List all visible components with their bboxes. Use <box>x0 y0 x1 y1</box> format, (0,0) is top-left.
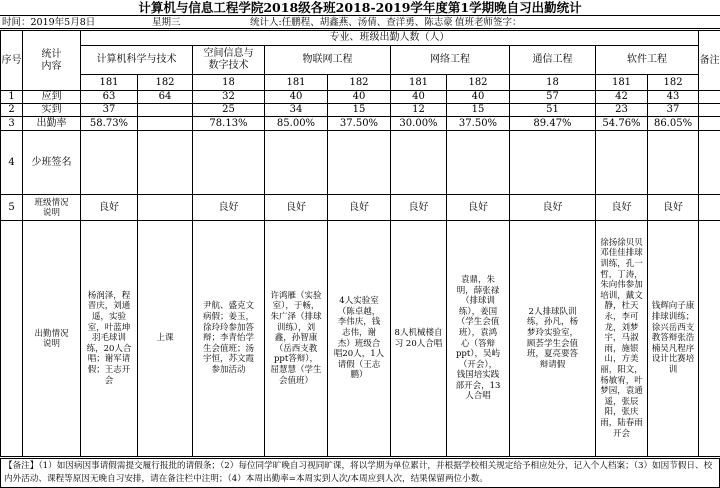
rate-cell: 54.76% <box>596 117 648 131</box>
rate-cell: 89.47% <box>510 117 596 131</box>
note-cell: 2人排球队训 练，孙凡，杨 梦玲实验室， 顾荟学生会值 班，夏亮要答 辩请假 <box>510 221 596 457</box>
due-cell: 40 <box>328 91 391 104</box>
major-spatial-info: 空间信息与 数字技术 <box>193 46 265 75</box>
note-cell: 袁鼎，朱 明，薛张禄 （排球训 练），姜国 （学生会值 班），袁鸿 心（答辩 ppt），吴屿 （开会）， 钱国培实践 部开会，13 人合唱 <box>447 221 510 457</box>
actual-cell: 37 <box>81 104 138 117</box>
rate-cell: 85.00% <box>265 117 328 131</box>
class-header: 18 <box>193 75 265 91</box>
due-cell: 57 <box>510 91 596 104</box>
actual-cell: 25 <box>193 104 265 117</box>
note-cell: 徐扬徐贝贝 邓佳佳排球 训练，孔一 哲，丁涛， 朱向伟参加 培训，戴文 静，杜天 永，李可 龙，刘梦 宇，马淑 雨，施银 山，方美 丽，阳文， 杨敏宥，叶 梦园，袁通 遥，张辰 阳，张庆 雨，陆春雨 开会 <box>596 221 648 457</box>
teacher-signature-label: 值班老师签字： <box>455 17 522 28</box>
signature-cell <box>138 131 193 195</box>
row-seq: 4 <box>1 131 23 195</box>
class-header: 181 <box>596 75 648 91</box>
status-cell: 良好 <box>510 195 596 221</box>
due-cell: 40 <box>447 91 510 104</box>
row-seq <box>1 221 23 457</box>
class-header: 182 <box>328 75 391 91</box>
signature-cell <box>193 131 265 195</box>
remark-cell <box>699 221 720 457</box>
row-monitor-signature <box>1 131 720 195</box>
actual-cell: 15 <box>328 104 391 117</box>
attendance-table <box>0 30 720 457</box>
class-header: 181 <box>265 75 328 91</box>
row-label: 班级情况 说明 <box>23 195 81 221</box>
row-seq: 5 <box>1 195 23 221</box>
class-header: 181 <box>391 75 447 91</box>
note-cell: 钱辉向子康 排球训练； 徐兴岳西支 教答辩张浩 楠吴凡程序 设计比赛培 训 <box>648 221 699 457</box>
rate-cell: 37.50% <box>328 117 391 131</box>
header-group: 专业、班级出勤人数（人） <box>81 31 699 46</box>
signature-cell <box>648 131 699 195</box>
row-seq: 1 <box>1 91 23 104</box>
row-label: 实到 <box>23 104 81 117</box>
note-cell: 杨润泽，程 晋庆，刘通 遥，实验 室，叶蓝坤 羽毛球训 练，20人合 唱；谢军请 假；王志开 会 <box>81 221 138 457</box>
remark-cell <box>699 117 720 131</box>
rate-cell <box>138 117 193 131</box>
due-cell: 40 <box>265 91 328 104</box>
row-due <box>1 91 720 104</box>
actual-cell: 37 <box>648 104 699 117</box>
row-seq: 3 <box>1 117 23 131</box>
status-cell: 良好 <box>265 195 328 221</box>
rate-cell: 30.00% <box>391 117 447 131</box>
rate-cell: 58.73% <box>81 117 138 131</box>
major-communication: 通信工程 <box>510 46 596 75</box>
note-cell: 8人机械楼自 习 20人合唱 <box>391 221 447 457</box>
row-label: 应到 <box>23 91 81 104</box>
class-header: 182 <box>648 75 699 91</box>
status-cell <box>138 195 193 221</box>
status-cell: 良好 <box>447 195 510 221</box>
row-actual <box>1 104 720 117</box>
rate-cell: 78.13% <box>193 117 265 131</box>
info-bar <box>0 15 720 29</box>
footer-notes: 【备注】（1）如因病因事请假需提交履行报批的请假条；（2）每位同学旷晚自习视同旷课，将以学期为单位累计，并根据学校相关规定给予相应处分，记入个人档案；（3）如因节假日、校内外活动、课程等原因无晚自习安排，请在备注栏中注明；（4）本周出勤率=本周实到人次/本周应到人次，结果保留两位小数。 <box>0 458 720 488</box>
weekday-label: 星期三 <box>152 17 181 28</box>
status-cell: 良好 <box>391 195 447 221</box>
statisticians-label: 统计人:任鹏程、胡鑫燕、汤倩、查洋勇、陈志豪 <box>250 17 453 28</box>
header-seq: 序号 <box>1 31 23 91</box>
remark-cell <box>699 104 720 117</box>
header-row-majors <box>1 46 720 75</box>
major-cs: 计算机科学与技术 <box>81 46 193 75</box>
signature-cell <box>265 131 328 195</box>
due-cell: 32 <box>193 91 265 104</box>
signature-cell <box>447 131 510 195</box>
note-cell: 上课 <box>138 221 193 457</box>
signature-cell <box>596 131 648 195</box>
signature-cell <box>510 131 596 195</box>
row-label: 出勤情况 说明 <box>23 221 81 457</box>
header-remark: 备注 <box>699 31 720 91</box>
major-iot: 物联网工程 <box>265 46 391 75</box>
rate-cell: 86.05% <box>648 117 699 131</box>
class-header: 181 <box>81 75 138 91</box>
header-row-classes <box>1 75 720 91</box>
row-attendance-note <box>1 221 720 457</box>
note-cell: 尹航、盛克文 病假；姜玉， 徐玲玲参加答 辩；李青怡学 生会值班；汤 宇恒，苏文霞 参加活动 <box>193 221 265 457</box>
status-cell: 良好 <box>81 195 138 221</box>
actual-cell: 15 <box>447 104 510 117</box>
due-cell: 40 <box>391 91 447 104</box>
major-software: 软件工程 <box>596 46 699 75</box>
due-cell: 64 <box>138 91 193 104</box>
class-header: 182 <box>138 75 193 91</box>
actual-cell: 51 <box>510 104 596 117</box>
actual-cell: 23 <box>596 104 648 117</box>
row-seq: 2 <box>1 104 23 117</box>
status-cell: 良好 <box>596 195 648 221</box>
due-cell: 63 <box>81 91 138 104</box>
date-label: 时间：2019年5月8日 <box>2 17 96 28</box>
class-header: 182 <box>447 75 510 91</box>
remark-cell <box>699 91 720 104</box>
note-cell: 4人实验室 （陈卓越， 李伟庆，钱 志伟，谢 杰）班级合 唱20人，1人 请假（王志 鹏） <box>328 221 391 457</box>
actual-cell: 12 <box>391 104 447 117</box>
status-cell: 良好 <box>648 195 699 221</box>
due-cell: 42 <box>596 91 648 104</box>
remark-cell <box>699 131 720 195</box>
status-cell: 良好 <box>328 195 391 221</box>
signature-cell <box>81 131 138 195</box>
rate-cell: 37.50% <box>447 117 510 131</box>
row-label: 出勤率 <box>23 117 81 131</box>
row-label: 少班签名 <box>23 131 81 195</box>
row-class-status <box>1 195 720 221</box>
class-header: 18 <box>510 75 596 91</box>
status-cell: 良好 <box>193 195 265 221</box>
major-network: 网络工程 <box>391 46 510 75</box>
remark-cell <box>699 195 720 221</box>
actual-cell <box>138 104 193 117</box>
header-stat-content: 统计 内容 <box>23 31 81 91</box>
header-row-group <box>1 31 720 46</box>
page-title: 计算机与信息工程学院2018级各班2018-2019学年度第1学期晚自习出勤统计 <box>138 0 582 15</box>
row-rate <box>1 117 720 131</box>
actual-cell: 34 <box>265 104 328 117</box>
note-cell: 许鸿雁（实验 室），于畅， 朱广泽（排球 训练），刘 鑫，孙智康 （岳西支教 ppt答辩）， 屈慧慧（学生 会值班） <box>265 221 328 457</box>
due-cell: 43 <box>648 91 699 104</box>
signature-cell <box>391 131 447 195</box>
signature-cell <box>328 131 391 195</box>
